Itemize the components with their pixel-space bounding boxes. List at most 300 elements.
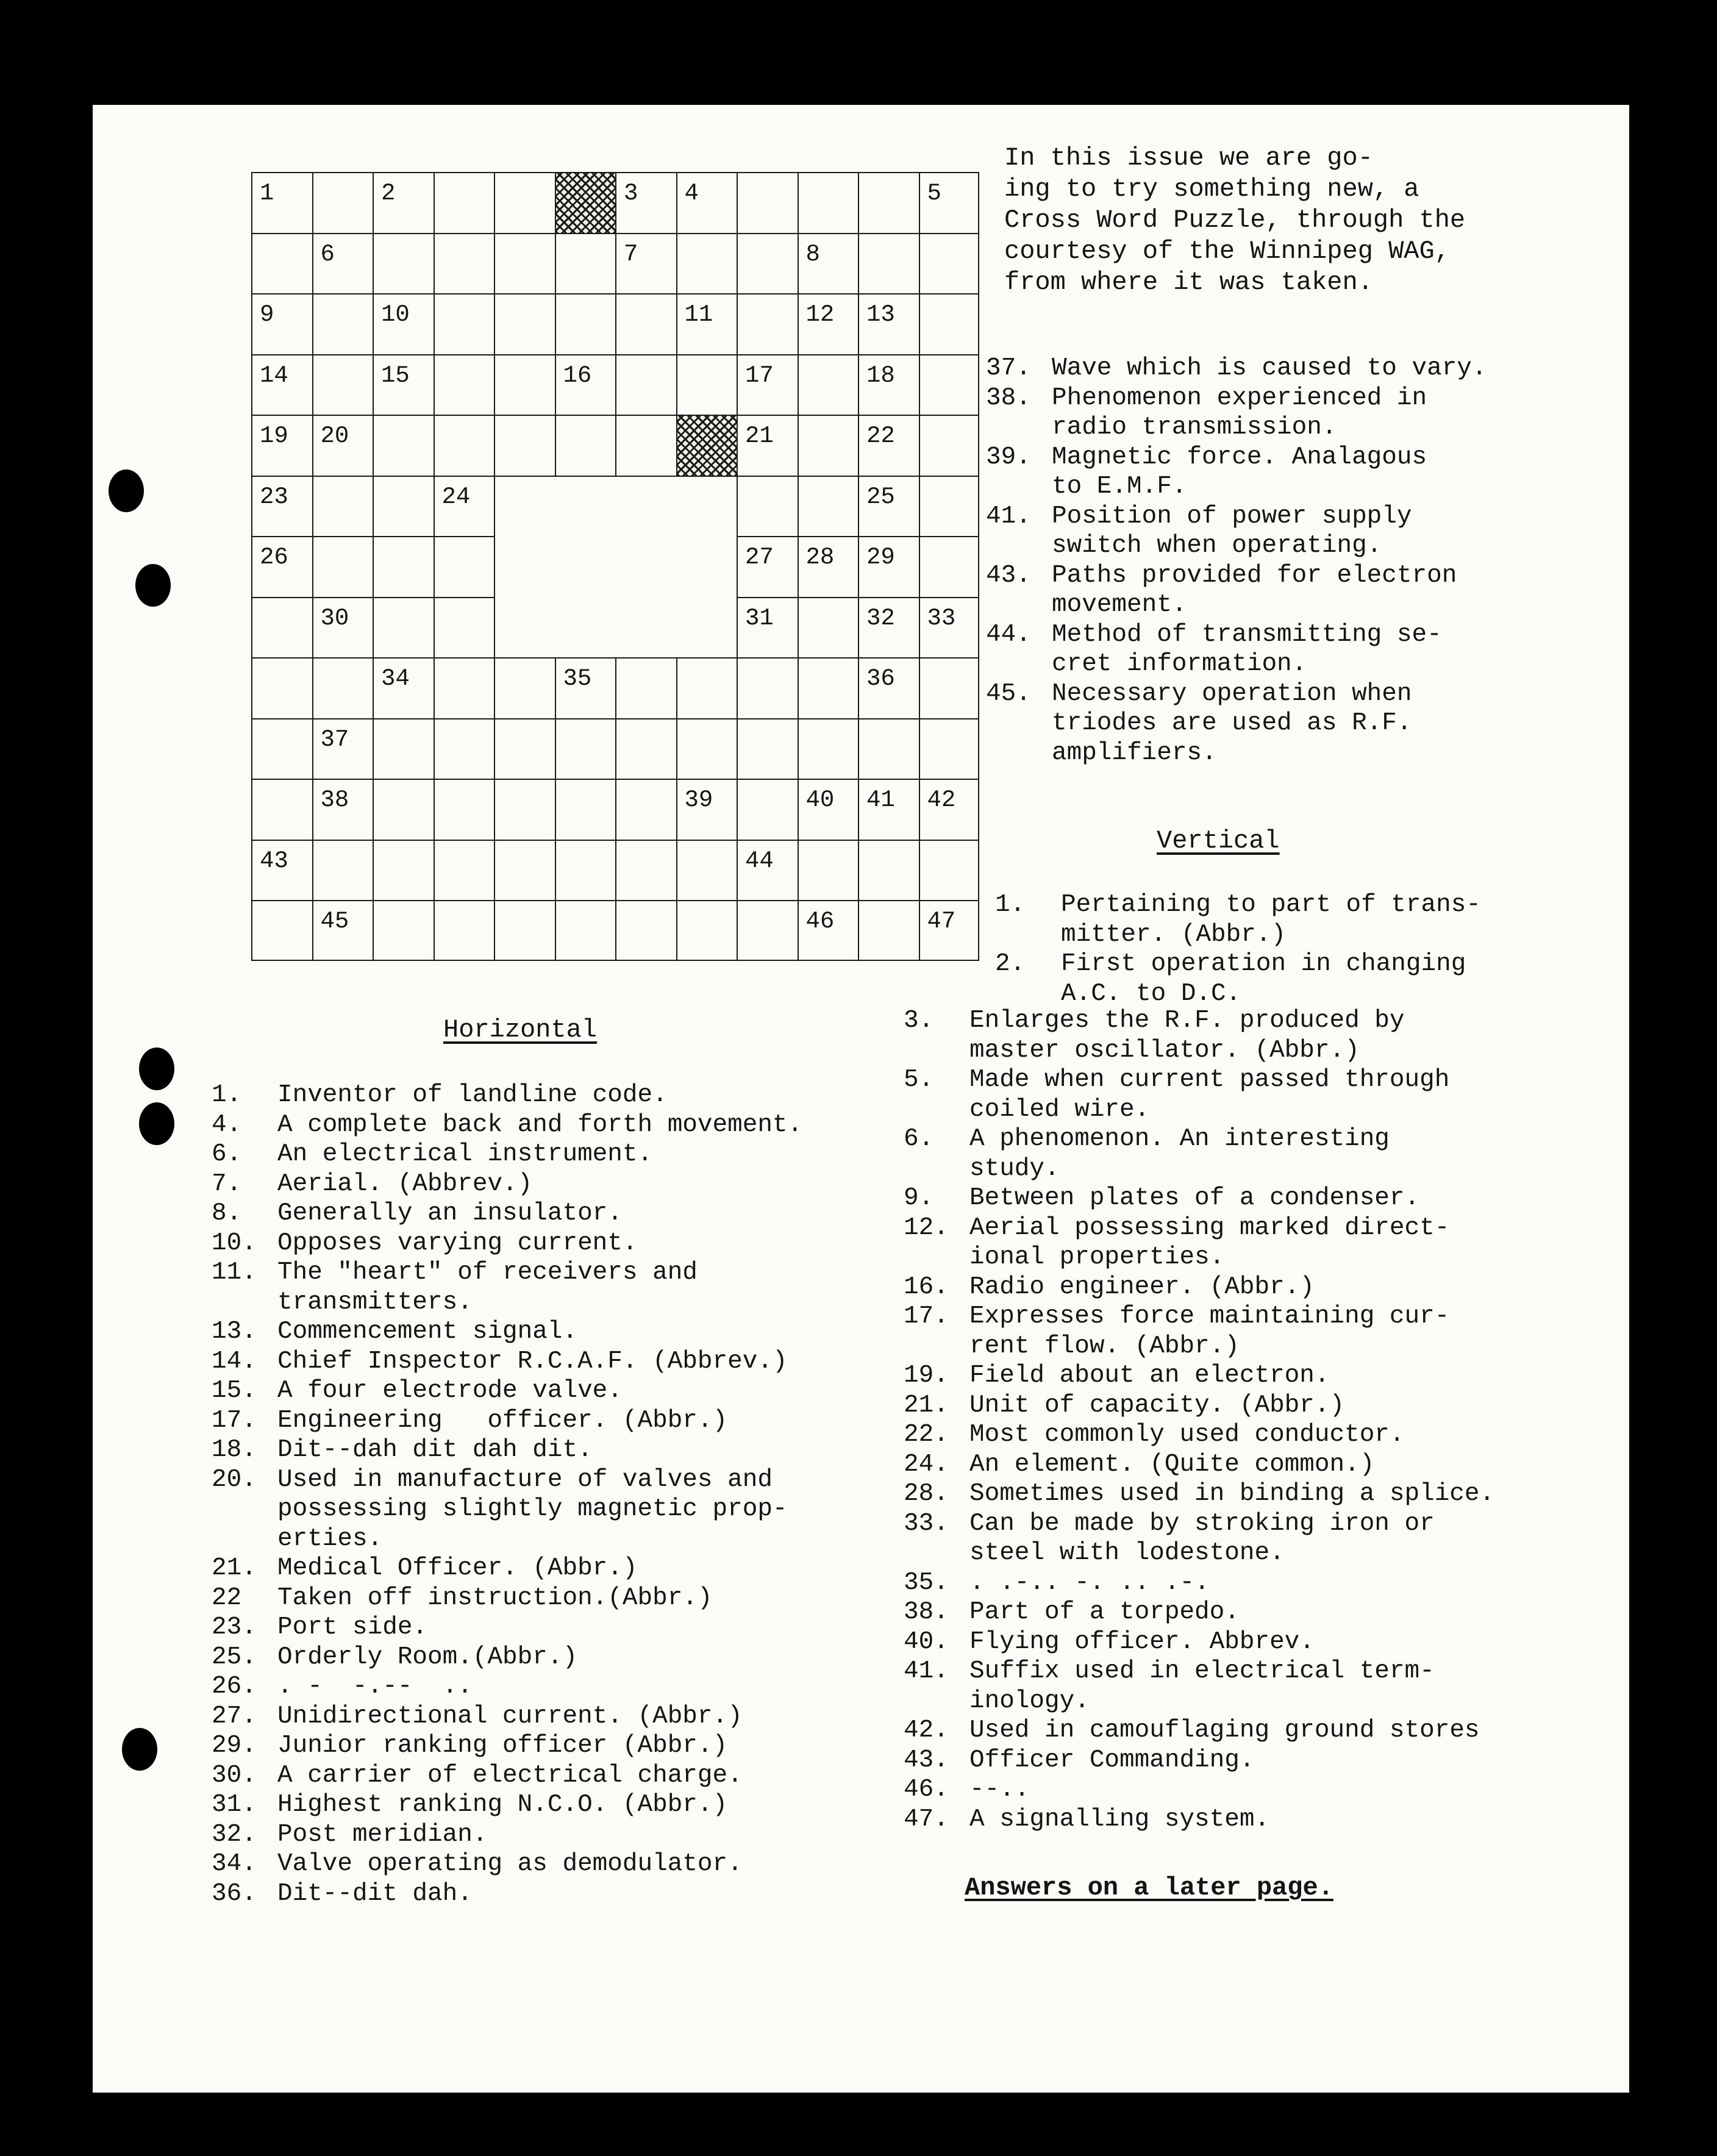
crossword-grid <box>251 172 979 961</box>
clue-number: 17. <box>904 1302 949 1330</box>
clue-text: Sometimes used in binding a splice. <box>969 1480 1495 1508</box>
clue-text: Officer Commanding. <box>969 1746 1255 1774</box>
horizontal-clue <box>212 1731 802 1761</box>
clue-text: Aerial possessing marked direct- ional properties. <box>969 1213 1450 1271</box>
grid-cell <box>312 840 373 901</box>
grid-cell <box>251 779 312 840</box>
horizontal-clue <box>212 1583 802 1613</box>
shaded-cell <box>676 415 737 476</box>
grid-cell <box>615 233 676 294</box>
grid-cell <box>251 900 312 961</box>
clue-number: 41. <box>986 502 1031 530</box>
clue-number: 20 <box>320 423 349 449</box>
vertical-clue <box>904 1006 1494 1065</box>
clue-number: 43 <box>260 847 288 874</box>
grid-cell <box>858 779 919 840</box>
clue-number: 26 <box>260 544 288 571</box>
horizontal-clue <box>212 1465 802 1554</box>
clue-number: 45. <box>986 679 1031 708</box>
grid-cell <box>494 597 555 658</box>
horizontal-clue <box>212 1199 802 1229</box>
grid-cell <box>555 476 616 537</box>
clue-number: 30 <box>320 604 349 632</box>
clue-number: 31. <box>212 1791 257 1819</box>
clue-number: 24 <box>441 483 471 510</box>
grid-cell <box>555 415 616 476</box>
grid-cell <box>676 900 737 961</box>
clue-text: A carrier of electrical charge. <box>277 1761 743 1790</box>
clue-text: Method of transmitting se- cret information. <box>1052 620 1442 678</box>
clue-number: 38. <box>904 1598 949 1626</box>
grid-cell <box>434 900 494 961</box>
grid-cell <box>373 718 434 779</box>
grid-cell <box>494 657 555 718</box>
clue-text: Generally an insulator. <box>277 1199 623 1227</box>
clue-number: 6. <box>904 1125 934 1153</box>
clue-number: 22. <box>904 1421 949 1449</box>
clue-text: Unit of capacity. (Abbr.) <box>969 1391 1345 1419</box>
grid-cell <box>615 293 676 354</box>
grid-cell <box>434 597 494 658</box>
grid-cell <box>373 293 434 354</box>
grid-cell <box>798 779 858 840</box>
grid-cell <box>798 476 858 537</box>
grid-cell <box>798 840 858 901</box>
clue-text: Used in camouflaging ground stores <box>969 1716 1480 1744</box>
clue-number: 1. <box>995 891 1026 919</box>
clue-text: Part of a torpedo. <box>969 1598 1240 1626</box>
grid-cell <box>251 172 312 233</box>
grid-cell <box>555 779 616 840</box>
grid-cell <box>373 476 434 537</box>
grid-cell <box>555 840 616 901</box>
grid-cell <box>555 536 616 597</box>
grid-cell <box>434 415 494 476</box>
vertical-clues-top <box>995 890 1481 1008</box>
grid-cell <box>676 172 737 233</box>
horizontal-clue <box>212 1435 802 1465</box>
clue-text: A four electrode valve. <box>277 1377 623 1405</box>
grid-cell <box>251 718 312 779</box>
clue-text: Position of power supply switch when operating. <box>1052 502 1412 560</box>
clue-number: 44 <box>745 847 774 874</box>
grid-cell <box>676 779 737 840</box>
clue-number: 40. <box>904 1627 949 1656</box>
grid-cell <box>919 536 980 597</box>
horizontal-clue <box>212 1347 802 1377</box>
clue-number: 43. <box>904 1746 949 1774</box>
clue-number: 6 <box>320 240 335 268</box>
clue-text: --.. <box>969 1776 1030 1804</box>
grid-cell <box>373 657 434 718</box>
grid-cell <box>373 597 434 658</box>
clue-number: 5 <box>927 180 941 207</box>
grid-cell <box>312 172 373 233</box>
clue-number: 46. <box>904 1776 949 1804</box>
grid-cell <box>494 172 555 233</box>
grid-cell <box>555 354 616 415</box>
clue-number: 47 <box>927 908 956 935</box>
clue-number: 34 <box>381 665 410 692</box>
grid-cell <box>555 597 616 658</box>
clue-number: 47. <box>904 1805 949 1833</box>
clue-number: 38. <box>986 384 1031 412</box>
clue-text: . .-.. -. .. .-. <box>969 1568 1210 1597</box>
clue-text: Between plates of a condenser. <box>969 1184 1420 1212</box>
grid-cell <box>615 476 676 537</box>
clue-number: 11. <box>212 1258 257 1287</box>
grid-cell <box>615 597 676 658</box>
clue-number: 6. <box>212 1140 242 1168</box>
clue-text: Paths provided for electron movement. <box>1052 561 1457 619</box>
vertical-clue <box>904 1627 1494 1657</box>
clue-number: 19. <box>904 1362 949 1390</box>
grid-cell <box>312 536 373 597</box>
grid-cell <box>737 900 798 961</box>
horizontal-clue <box>986 443 1487 502</box>
grid-cell <box>737 354 798 415</box>
grid-cell <box>494 293 555 354</box>
clue-number: 17 <box>745 362 774 389</box>
horizontal-clue <box>212 1790 802 1820</box>
grid-cell <box>312 293 373 354</box>
clue-text: Used in manufacture of valves and possessing slightly magnetic prop- erties. <box>277 1465 788 1553</box>
clue-number: 22 <box>212 1583 242 1612</box>
horizontal-clue <box>986 620 1487 679</box>
clue-text: A complete back and forth movement. <box>277 1110 803 1139</box>
grid-cell <box>798 293 858 354</box>
horizontal-clue <box>212 1140 802 1169</box>
grid-cell <box>858 536 919 597</box>
clue-number: 18 <box>866 362 895 389</box>
vertical-clue <box>904 1213 1494 1273</box>
clue-number: 38 <box>320 787 349 813</box>
clue-number: 7 <box>624 240 638 268</box>
grid-cell <box>434 293 494 354</box>
clue-text: Engineering officer. (Abbr.) <box>277 1406 728 1435</box>
clue-text: Suffix used in electrical term- inology. <box>969 1657 1435 1715</box>
clue-number: 3 <box>624 180 638 207</box>
clue-number: 42 <box>927 787 956 813</box>
grid-cell <box>615 657 676 718</box>
grid-cell <box>919 779 980 840</box>
grid-cell <box>494 779 555 840</box>
grid-cell <box>434 840 494 901</box>
grid-cell <box>676 536 737 597</box>
clue-text: A signalling system. <box>969 1805 1270 1833</box>
grid-cell <box>798 415 858 476</box>
clue-number: 23. <box>212 1613 257 1641</box>
clue-number: 30. <box>212 1761 257 1790</box>
horizontal-clue <box>986 502 1487 561</box>
grid-cell <box>919 597 980 658</box>
clue-text: An element. (Quite common.) <box>969 1450 1375 1479</box>
grid-cell <box>798 900 858 961</box>
vertical-clue <box>904 1775 1494 1805</box>
vertical-clue <box>995 890 1481 949</box>
clue-number: 29. <box>212 1732 257 1760</box>
grid-cell <box>858 233 919 294</box>
grid-cell <box>798 657 858 718</box>
clue-number: 25 <box>866 483 895 510</box>
clue-text: Most commonly used conductor. <box>969 1421 1405 1449</box>
grid-cell <box>919 476 980 537</box>
horizontal-clues-continued <box>986 354 1487 768</box>
vertical-clue <box>904 1746 1494 1776</box>
clue-text: Field about an electron. <box>969 1362 1330 1390</box>
grid-cell <box>737 172 798 233</box>
grid-cell <box>434 657 494 718</box>
grid-cell <box>494 415 555 476</box>
grid-cell <box>676 718 737 779</box>
grid-cell <box>858 354 919 415</box>
clue-number: 2 <box>381 180 396 207</box>
clue-number: 22 <box>866 423 895 449</box>
punch-hole <box>122 1728 157 1771</box>
grid-cell <box>494 536 555 597</box>
grid-cell <box>737 536 798 597</box>
clue-number: 46 <box>805 908 835 935</box>
grid-cell <box>434 354 494 415</box>
grid-cell <box>676 657 737 718</box>
horizontal-clue <box>986 561 1487 620</box>
clue-text: Orderly Room.(Abbr.) <box>277 1643 578 1671</box>
grid-cell <box>737 840 798 901</box>
grid-cell <box>555 718 616 779</box>
grid-cell <box>373 233 434 294</box>
clue-number: 33. <box>904 1509 949 1538</box>
grid-cell <box>858 900 919 961</box>
clue-text: Necessary operation when triodes are used as R.F. amplifiers. <box>1052 679 1412 767</box>
grid-cell <box>251 476 312 537</box>
horizontal-heading: Horizontal <box>443 1015 598 1044</box>
clue-text: Enlarges the R.F. produced by master oscillator. (Abbr.) <box>969 1007 1405 1065</box>
horizontal-clue <box>212 1702 802 1732</box>
clue-number: 18. <box>212 1436 257 1464</box>
grid-cell <box>494 354 555 415</box>
grid-cell <box>798 597 858 658</box>
grid-cell <box>737 293 798 354</box>
vertical-clue <box>904 1716 1494 1746</box>
grid-cell <box>251 415 312 476</box>
clue-number: 1 <box>260 180 274 207</box>
clue-number: 21. <box>212 1554 257 1582</box>
punch-hole <box>139 1102 174 1145</box>
grid-cell <box>615 779 676 840</box>
clue-number: 21. <box>904 1391 949 1419</box>
grid-cell <box>858 840 919 901</box>
grid-cell <box>737 779 798 840</box>
grid-cell <box>858 718 919 779</box>
clue-text: Made when current passed through coiled wire. <box>969 1066 1450 1124</box>
grid-cell <box>858 293 919 354</box>
grid-cell <box>373 354 434 415</box>
clue-number: 33 <box>927 604 956 632</box>
grid-cell <box>919 840 980 901</box>
clue-number: 16 <box>563 362 592 389</box>
horizontal-clue <box>212 1406 802 1436</box>
clue-number: 15 <box>381 362 410 389</box>
clue-number: 35. <box>904 1568 949 1597</box>
clue-number: 27 <box>745 544 774 571</box>
grid-cell <box>798 536 858 597</box>
grid-cell <box>798 172 858 233</box>
grid-cell <box>434 536 494 597</box>
vertical-clue <box>904 1568 1494 1598</box>
grid-cell <box>858 597 919 658</box>
horizontal-clue <box>212 1258 802 1317</box>
grid-cell <box>919 657 980 718</box>
grid-cell <box>373 415 434 476</box>
clue-text: Inventor of landline code. <box>277 1081 668 1109</box>
clue-number: 37. <box>986 354 1031 382</box>
clue-text: Valve operating as demodulator. <box>277 1850 743 1878</box>
vertical-heading: Vertical <box>1157 826 1280 855</box>
grid-cell <box>555 657 616 718</box>
grid-cell <box>737 415 798 476</box>
horizontal-clue <box>212 1110 802 1140</box>
clue-text: Dit--dit dah. <box>277 1879 473 1908</box>
vertical-clue <box>904 1479 1494 1509</box>
clue-number: 9. <box>904 1184 934 1212</box>
intro-paragraph: In this issue we are go- ing to try something new, a Cross Word Puzzle, through the courtesy of the Winnipeg WAG, from where it was taken. <box>1004 143 1466 297</box>
grid-cell <box>251 233 312 294</box>
clue-text: Flying officer. Abbrev. <box>969 1627 1315 1656</box>
grid-cell <box>373 172 434 233</box>
clue-text: Pertaining to part of trans- mitter. (Abbr.) <box>1061 891 1481 949</box>
vertical-clue <box>904 1183 1494 1213</box>
clue-number: 11 <box>684 301 713 328</box>
grid-cell <box>615 718 676 779</box>
clue-number: 36 <box>866 665 895 692</box>
grid-cell <box>251 657 312 718</box>
horizontal-clues <box>212 1080 802 1908</box>
clue-number: 37 <box>320 726 349 753</box>
clue-text: Opposes varying current. <box>277 1229 638 1257</box>
clue-text: Wave which is caused to vary. <box>1052 354 1487 382</box>
clue-number: 2. <box>995 950 1026 978</box>
vertical-clue <box>904 1657 1494 1716</box>
grid-cell <box>373 536 434 597</box>
horizontal-clue <box>212 1080 802 1110</box>
grid-cell <box>312 476 373 537</box>
grid-cell <box>373 779 434 840</box>
clue-number: 31 <box>745 604 774 632</box>
clue-text: Taken off instruction.(Abbr.) <box>277 1583 713 1612</box>
clue-text: Unidirectional current. (Abbr.) <box>277 1702 743 1730</box>
vertical-clue <box>904 1450 1494 1480</box>
clue-number: 1. <box>212 1081 242 1109</box>
vertical-clue <box>904 1509 1494 1568</box>
vertical-clue <box>904 1124 1494 1183</box>
grid-cell <box>858 415 919 476</box>
grid-cell <box>251 597 312 658</box>
grid-cell <box>373 900 434 961</box>
clue-text: First operation in changing A.C. to D.C. <box>1061 950 1466 1008</box>
vertical-clue <box>904 1391 1494 1421</box>
grid-cell <box>615 840 676 901</box>
clue-text: Commencement signal. <box>277 1318 578 1346</box>
grid-cell <box>312 657 373 718</box>
clue-number: 28. <box>904 1480 949 1508</box>
grid-cell <box>676 597 737 658</box>
grid-cell <box>312 900 373 961</box>
grid-cell <box>858 476 919 537</box>
horizontal-clue <box>212 1761 802 1791</box>
answers-note: Answers on a later page. <box>965 1873 1333 1902</box>
clue-text: Port side. <box>277 1613 428 1641</box>
clue-number: 16. <box>904 1273 949 1301</box>
clue-number: 4 <box>684 180 699 207</box>
clue-text: A phenomenon. An interesting study. <box>969 1125 1390 1183</box>
horizontal-clue <box>212 1643 802 1672</box>
grid-cell <box>919 293 980 354</box>
grid-cell <box>676 476 737 537</box>
clue-number: 44. <box>986 620 1031 649</box>
grid-cell <box>494 718 555 779</box>
clue-number: 35 <box>563 665 592 692</box>
clue-number: 3. <box>904 1007 934 1035</box>
clue-number: 5. <box>904 1066 934 1094</box>
horizontal-clue <box>212 1613 802 1643</box>
clue-number: 43. <box>986 561 1031 590</box>
clue-text: Dit--dah dit dah dit. <box>277 1436 593 1464</box>
grid-cell <box>737 476 798 537</box>
grid-cell <box>251 293 312 354</box>
horizontal-clue <box>212 1849 802 1879</box>
clue-number: 12 <box>805 301 835 328</box>
vertical-clue <box>904 1302 1494 1361</box>
horizontal-clue <box>212 1229 802 1258</box>
vertical-clue <box>995 949 1481 1008</box>
vertical-clue <box>904 1597 1494 1627</box>
clue-text: The "heart" of receivers and transmitters. <box>277 1258 698 1316</box>
grid-cell <box>615 900 676 961</box>
grid-cell <box>312 354 373 415</box>
clue-number: 12. <box>904 1213 949 1242</box>
horizontal-clue <box>986 679 1487 768</box>
clue-number: 20. <box>212 1465 257 1494</box>
grid-cell <box>312 779 373 840</box>
grid-cell <box>251 840 312 901</box>
clue-number: 28 <box>805 544 835 571</box>
grid-cell <box>251 536 312 597</box>
grid-cell <box>312 415 373 476</box>
grid-cell <box>676 354 737 415</box>
clue-number: 10 <box>381 301 410 328</box>
clue-text: Aerial. (Abbrev.) <box>277 1169 533 1198</box>
grid-cell <box>615 354 676 415</box>
clue-text: Magnetic force. Analagous to E.M.F. <box>1052 443 1427 501</box>
horizontal-clue <box>212 1820 802 1850</box>
vertical-clue <box>904 1361 1494 1391</box>
clue-number: 34. <box>212 1850 257 1878</box>
clue-number: 39 <box>684 787 713 813</box>
grid-cell <box>434 779 494 840</box>
clue-number: 10. <box>212 1229 257 1257</box>
vertical-clue <box>904 1805 1494 1835</box>
clue-number: 14. <box>212 1347 257 1376</box>
grid-cell <box>858 657 919 718</box>
grid-cell <box>494 233 555 294</box>
clue-text: Phenomenon experienced in radio transmission. <box>1052 384 1427 441</box>
horizontal-clue <box>986 354 1487 384</box>
grid-cell <box>373 840 434 901</box>
clue-text: Junior ranking officer (Abbr.) <box>277 1732 728 1760</box>
clue-text: Chief Inspector R.C.A.F. (Abbrev.) <box>277 1347 788 1376</box>
grid-cell <box>798 718 858 779</box>
clue-text: . - -.-- .. <box>277 1672 473 1701</box>
